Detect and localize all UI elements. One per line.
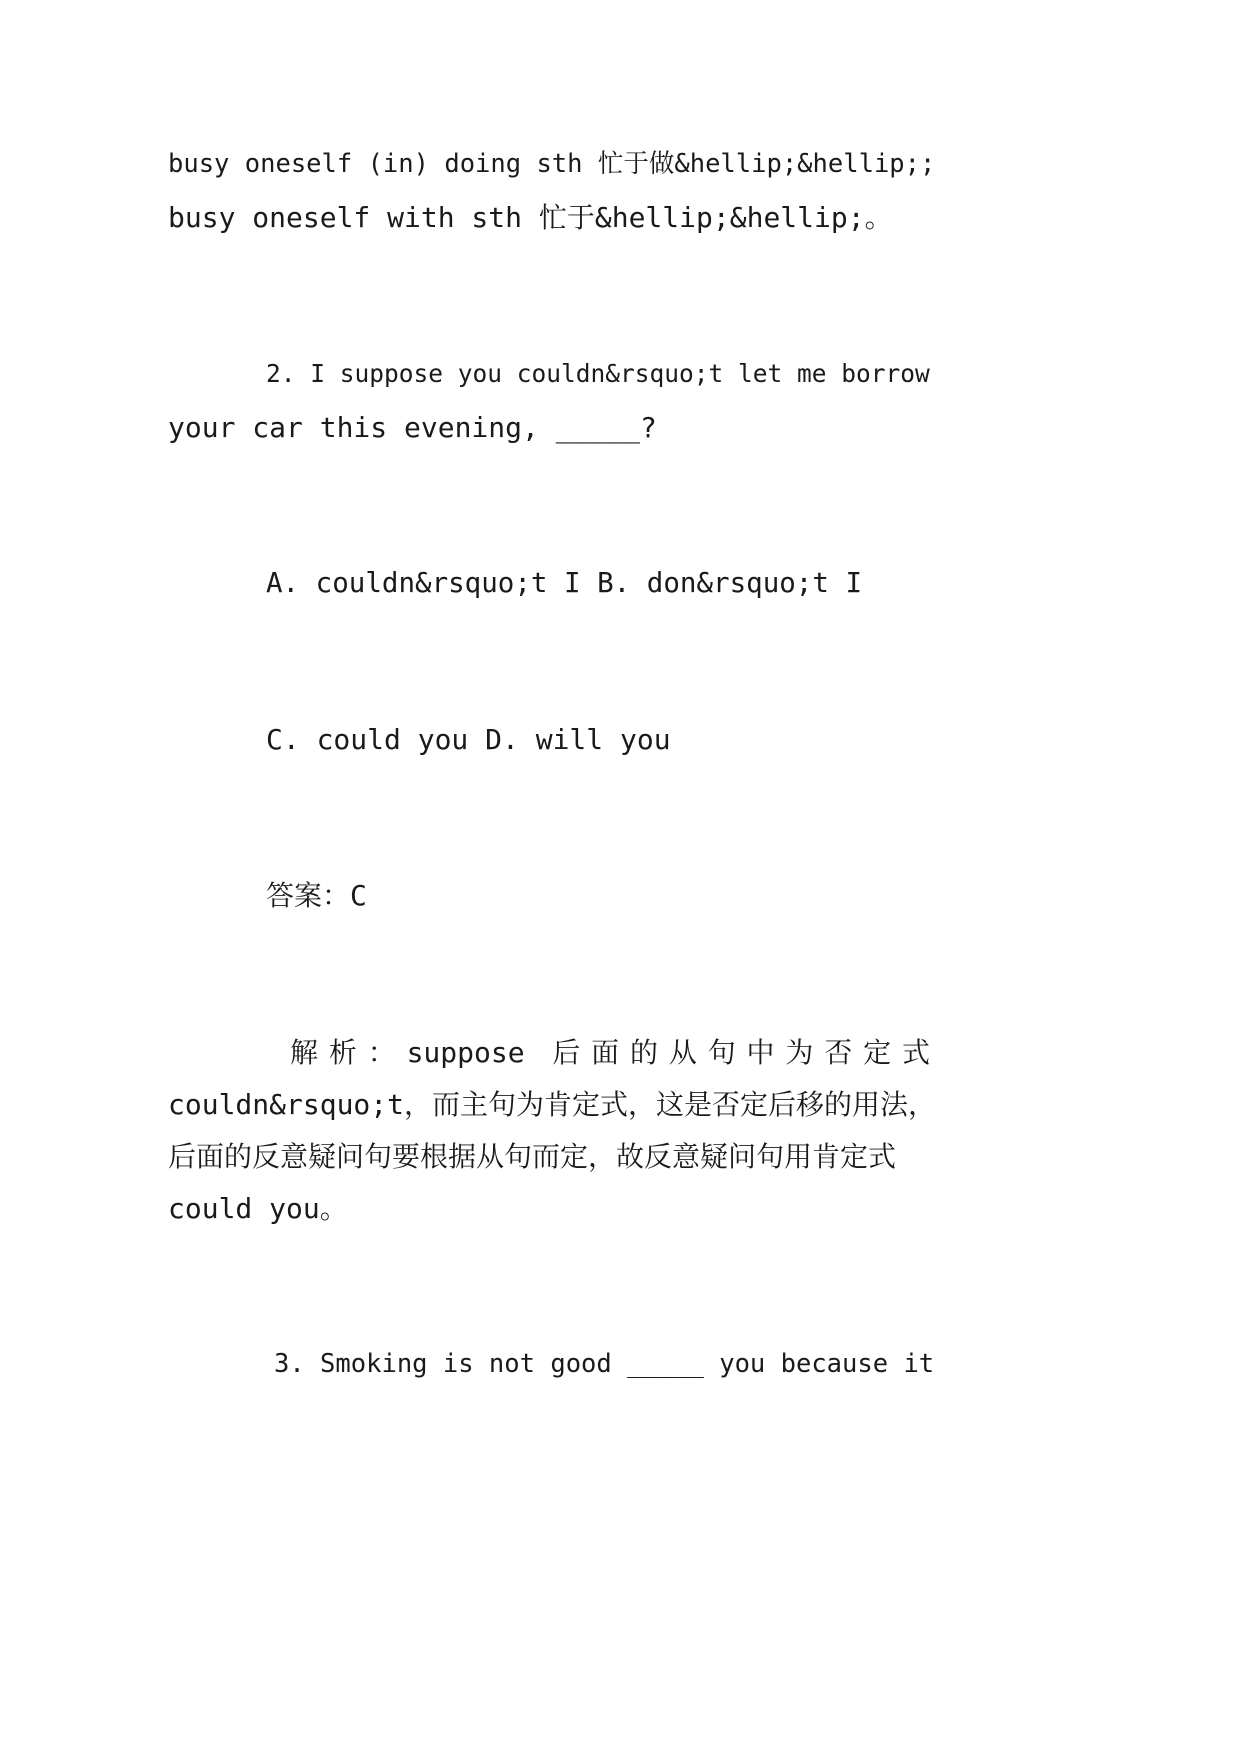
question-2-answer: 答案：C: [266, 879, 367, 912]
question-2-analysis-line-4: could you。: [168, 1192, 348, 1225]
intro-line-1: busy oneself (in) doing sth 忙于做&hellip;&hellip;;: [168, 149, 936, 179]
question-2-line-2: your car this evening, _____?: [168, 411, 657, 444]
question-2-options-ab: A. couldn&rsquo;t I B. don&rsquo;t I: [266, 567, 863, 599]
question-2-options-cd: C. could you D. will you: [266, 723, 671, 756]
question-2-analysis-line-3: 后面的反意疑问句要根据从句而定，故反意疑问句用肯定式: [168, 1140, 897, 1173]
question-2-line-1: 2. I suppose you couldn&rsquo;t let me borrow: [266, 359, 930, 388]
intro-line-2: busy oneself with sth 忙于&hellip;&hellip;。: [168, 201, 893, 234]
question-2-analysis-line-2: couldn&rsquo;t，而主句为肯定式，这是否定后移的用法，: [168, 1088, 937, 1121]
question-2-analysis-line-1: 解析：suppose 后面的从句中为否定式: [290, 1036, 930, 1069]
question-3-line-1: 3. Smoking is not good _____ you because it: [274, 1349, 935, 1379]
